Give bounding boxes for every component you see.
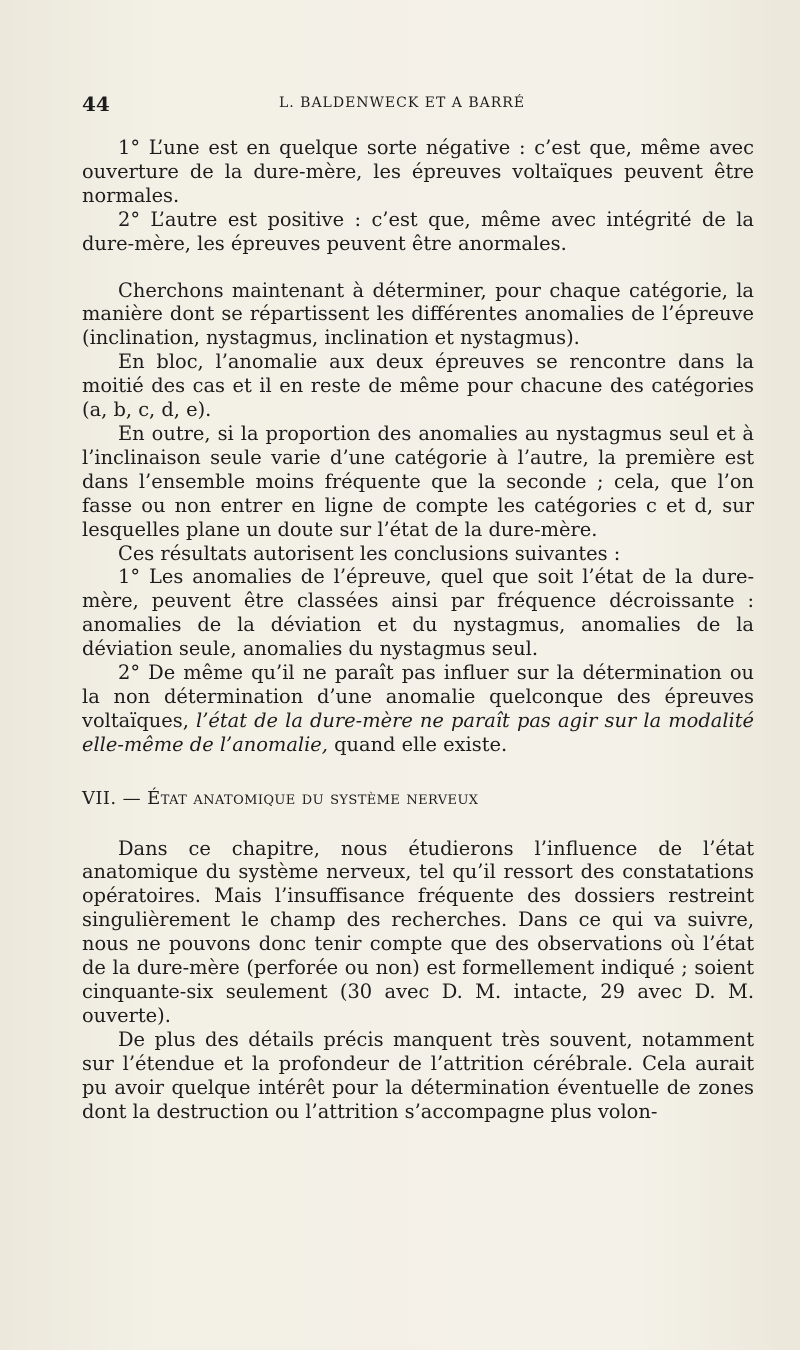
- paragraph: [82, 661, 754, 757]
- page-number: 44: [82, 92, 110, 116]
- paragraph-text: 2° De même qu’il ne paraît pas influer sur la détermination ou la non détermination d’une anomalie quelconque des épreuves voltaïques,: [82, 661, 754, 732]
- paragraph: En bloc, l’anomalie aux deux épreuves se rencontre dans la moitié des cas et il en reste de même pour chacune des catégories (a, b, c, d, e).: [82, 350, 754, 422]
- paragraph: 1° L’une est en quelque sorte négative : c’est que, même avec ouverture de la dure-mère, les épreuves voltaïques peuvent être normales.: [82, 136, 754, 207]
- paragraph: En outre, si la proportion des anomalies au nystagmus seul et à l’inclinaison seule varie d’une catégorie à l’autre, la première est dans l’ensemble moins fréquente que la seconde ; cela, que l’on fasse ou non entrer en ligne de compte les catégories c et d, sur lesquelles plane un doute sur l’état de la dure-mère.: [82, 421, 754, 541]
- page-header: [82, 92, 722, 118]
- emphasized-text: l’état de la dure-mère ne paraît pas agir sur la modalité elle-même de l’anomalie,: [82, 708, 754, 756]
- running-title: L. BALDENWECK ET A BARRÉ: [278, 95, 526, 111]
- paragraph-text: quand elle existe.: [327, 732, 508, 756]
- paragraph: Dans ce chapitre, nous étudierons l’influence de l’état anatomique du système nerveux, tel qu’il ressort des constatations opératoires. Mais l’insuffisance fréquente des dossiers restreint singulièrement le champ des recherches. Dans ce qui va suivre, nous ne pouvons donc tenir compte que des observations où l’état de la dure-mère (perforée ou non) est formellement indiqué ; soient cinquante-six seulement (30 avec D. M. intacte, 29 avec D. M. ouverte).: [82, 836, 754, 1027]
- paragraph: 2° L’autre est positive : c’est que, même avec intégrité de la dure-mère, les épreuves peuvent être anormales.: [82, 207, 754, 255]
- section-heading: VII. — État anatomique du système nerveux: [82, 787, 479, 809]
- body-text: [82, 136, 754, 1123]
- paragraph: Cherchons maintenant à déterminer, pour chaque catégorie, la manière dont se répartissent les différentes anomalies de l’épreuve (inclination, nystagmus, inclination et nystagmus).: [82, 278, 754, 350]
- paragraph: 1° Les anomalies de l’épreuve, quel que soit l’état de la dure-mère, peuvent être classées ainsi par fréquence décroissante : anomalies de la déviation et du nystagmus, anomalies de la déviation seule, anomalies du nystagmus seul.: [82, 565, 754, 661]
- paragraph: Ces résultats autorisent les conclusions suivantes :: [118, 541, 621, 565]
- paragraph: De plus des détails précis manquent très souvent, notamment sur l’étendue et la profondeur de l’attrition cérébrale. Cela aurait pu avoir quelque intérêt pour la détermination éventuelle de zones dont la destruction ou l’attrition s’accompagne plus volon-: [82, 1027, 754, 1123]
